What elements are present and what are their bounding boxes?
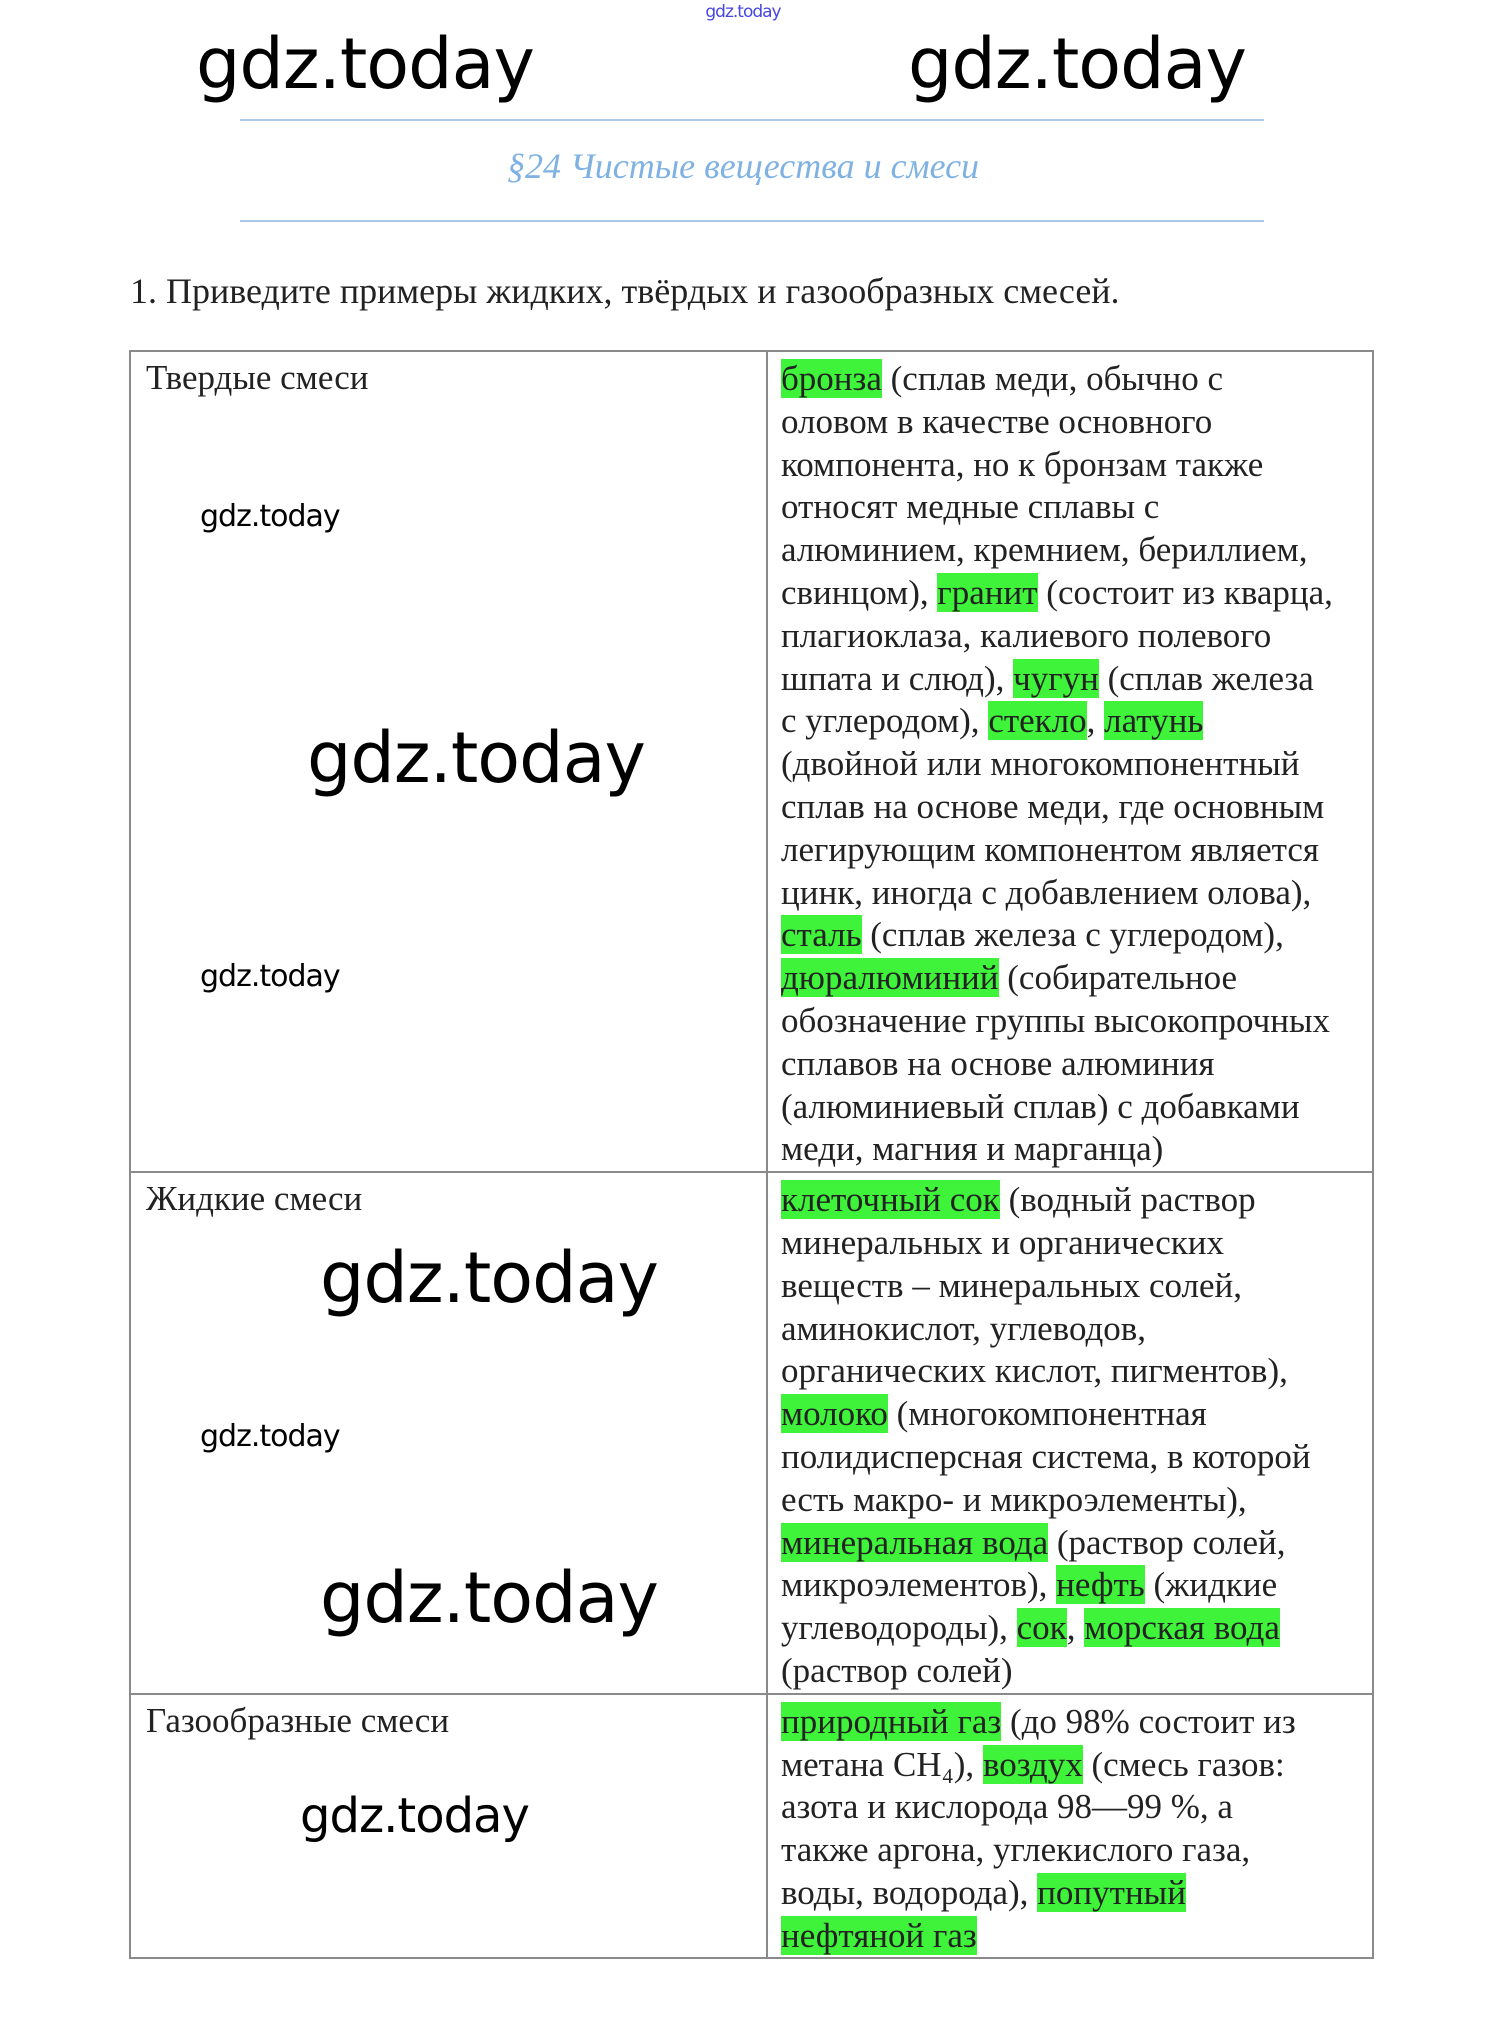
top-divider xyxy=(240,119,1264,121)
text-line xyxy=(781,1086,1372,1129)
bottom-divider xyxy=(240,220,1264,222)
description-text: (двойной или многокомпонентный xyxy=(781,744,1300,784)
description-text: полидисперсная система, в которой xyxy=(781,1436,1311,1476)
highlighted-example: минеральная вода xyxy=(781,1522,1049,1562)
text-line xyxy=(781,1915,1372,1958)
description-text: плагиоклаза, калиевого полевого xyxy=(781,615,1272,655)
description-text: меди, магния и марганца) xyxy=(781,1129,1164,1169)
description-text: веществ – минеральных солей, xyxy=(781,1265,1243,1305)
description-text: (раствор солей, xyxy=(1048,1522,1286,1562)
description-text: , xyxy=(1086,701,1105,741)
description-text: , xyxy=(1066,1608,1085,1648)
highlighted-example: воздух xyxy=(982,1744,1083,1784)
text-line xyxy=(781,743,1372,786)
description-text: воды, водорода), xyxy=(781,1872,1038,1912)
description-text: легирующим компонентом является xyxy=(781,829,1319,869)
highlighted-example: латунь xyxy=(1104,701,1204,741)
text-line xyxy=(781,786,1372,829)
text-line xyxy=(781,1043,1372,1086)
text-line xyxy=(781,529,1372,572)
mixtures-table xyxy=(129,350,1374,1959)
mixture-type-label: Жидкие смеси xyxy=(146,1179,363,1219)
watermark: gdz.today xyxy=(200,1419,340,1454)
text-line xyxy=(781,1872,1372,1915)
description-text: (раствор солей) xyxy=(781,1650,1013,1690)
watermark: gdz.today xyxy=(200,499,340,534)
description-text: свинцом), xyxy=(781,572,938,612)
description-text: минеральных и органических xyxy=(781,1222,1225,1262)
description-text: (смесь газов: xyxy=(1082,1744,1285,1784)
text-line xyxy=(781,1308,1372,1351)
text-line xyxy=(781,1265,1372,1308)
description-text: (жидкие xyxy=(1144,1565,1278,1605)
watermark: gdz.today xyxy=(196,23,534,105)
highlighted-example: чугун xyxy=(1013,658,1099,698)
text-line xyxy=(781,358,1372,401)
text-line xyxy=(781,872,1372,915)
highlighted-example: клеточный сок xyxy=(781,1180,1000,1220)
examples-cell xyxy=(767,351,1373,1172)
description-text: (сплав железа с углеродом), xyxy=(861,915,1284,955)
text-line xyxy=(781,1564,1372,1607)
description-text: оловом в качестве основного xyxy=(781,401,1213,441)
description-text: (алюминиевый сплав) с добавками xyxy=(781,1086,1300,1126)
highlighted-example: бронза xyxy=(781,359,882,398)
highlighted-example: стекло xyxy=(988,701,1087,741)
description-text: азота и кислорода 98—99 %, а xyxy=(781,1787,1233,1827)
text-line xyxy=(781,658,1372,701)
text-line xyxy=(781,1393,1372,1436)
header-watermark: gdz.today xyxy=(705,2,781,22)
highlighted-example: морская вода xyxy=(1084,1608,1280,1648)
text-line xyxy=(781,1607,1372,1650)
description-text: углеводороды), xyxy=(781,1608,1017,1648)
description-text: относят медные сплавы с xyxy=(781,487,1160,527)
text-line xyxy=(781,401,1372,444)
highlighted-example: сок xyxy=(1016,1608,1067,1648)
description-text: аминокислот, углеводов, xyxy=(781,1308,1147,1348)
watermark: gdz.today xyxy=(320,1237,658,1319)
examples-cell xyxy=(767,1172,1373,1694)
highlighted-example: молоко xyxy=(781,1394,888,1434)
description-text: (состоит из кварца, xyxy=(1037,572,1333,612)
description-text: также аргона, углекислого газа, xyxy=(781,1830,1251,1870)
text-line xyxy=(781,615,1372,658)
watermark: gdz.today xyxy=(320,1557,658,1639)
text-line xyxy=(781,829,1372,872)
highlighted-example: нефть xyxy=(1056,1565,1145,1605)
highlighted-example: дюралюминий xyxy=(781,958,999,998)
question-text: 1. Приведите примеры жидких, твёрдых и газообразных смесей. xyxy=(130,271,1120,311)
highlighted-example: нефтяной газ xyxy=(781,1915,977,1955)
highlighted-example: сталь xyxy=(781,915,862,955)
description-text: обозначение группы высокопрочных xyxy=(781,1000,1330,1040)
text-line xyxy=(781,1522,1372,1565)
watermark: gdz.today xyxy=(200,959,340,994)
description-text: (сплав железа xyxy=(1098,658,1314,698)
text-line xyxy=(781,1650,1372,1693)
section-title: §24 Чистые вещества и смеси xyxy=(506,146,980,186)
description-text: шпата и слюд), xyxy=(781,658,1014,698)
text-line xyxy=(781,700,1372,743)
description-text: (многокомпонентная xyxy=(887,1394,1207,1434)
description-text: компонента, но к бронзам также xyxy=(781,444,1264,484)
text-line xyxy=(781,1744,1372,1787)
text-line xyxy=(781,1786,1372,1829)
text-line xyxy=(781,914,1372,957)
description-text: с углеродом), xyxy=(781,701,989,741)
examples-cell xyxy=(767,1694,1373,1959)
text-line xyxy=(781,572,1372,615)
description-text: цинк, иногда с добавлением олова), xyxy=(781,872,1312,912)
description-text: сплав на основе меди, где основным xyxy=(781,786,1325,826)
text-line xyxy=(781,1350,1372,1393)
text-line xyxy=(781,1701,1372,1744)
text-line xyxy=(781,1829,1372,1872)
text-line xyxy=(781,486,1372,529)
mixture-type-label: Твердые смеси xyxy=(146,358,369,397)
description-text: есть макро- и микроэлементы), xyxy=(781,1479,1247,1519)
watermark: gdz.today xyxy=(908,23,1246,105)
text-line xyxy=(781,1000,1372,1043)
mixture-type-label: Газообразные смеси xyxy=(146,1700,450,1740)
highlighted-example: природный газ xyxy=(781,1701,1002,1741)
description-text: (собирательное xyxy=(998,958,1238,998)
description-text: (сплав меди, обычно с xyxy=(881,359,1224,398)
text-line xyxy=(781,444,1372,487)
watermark: gdz.today xyxy=(300,1788,529,1844)
description-text: микроэлементов), xyxy=(781,1565,1057,1605)
description-text: алюминием, кремнием, бериллием, xyxy=(781,530,1308,570)
watermark: gdz.today xyxy=(307,717,645,799)
text-line xyxy=(781,1436,1372,1479)
highlighted-example: попутный xyxy=(1037,1872,1186,1912)
text-line xyxy=(781,1128,1372,1171)
highlighted-example: гранит xyxy=(937,572,1038,612)
text-line xyxy=(781,1179,1372,1222)
text-line xyxy=(781,957,1372,1000)
description-text: метана CH₄), xyxy=(781,1744,983,1784)
description-text: органических кислот, пигментов), xyxy=(781,1351,1288,1391)
text-line xyxy=(781,1479,1372,1522)
description-text: (водный раствор xyxy=(999,1180,1256,1220)
description-text: сплавов на основе алюминия xyxy=(781,1043,1215,1083)
description-text: (до 98% состоит из xyxy=(1001,1701,1296,1741)
text-line xyxy=(781,1222,1372,1265)
